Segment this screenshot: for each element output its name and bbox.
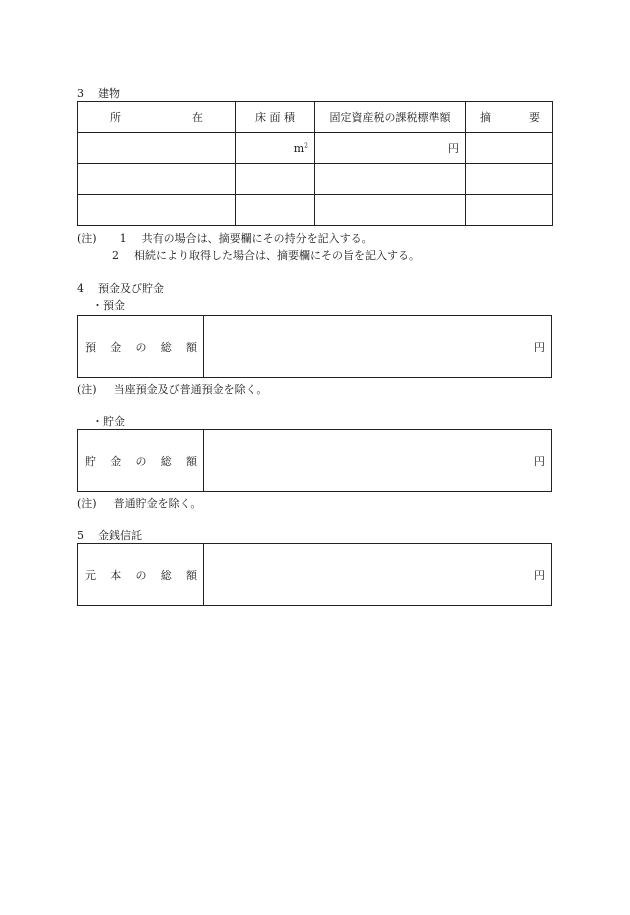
savings-total-box (77, 429, 552, 492)
section3-number: 3 (77, 87, 84, 100)
section3-heading (77, 85, 120, 101)
section4-title: 預金及び貯金 (98, 282, 164, 295)
deposit-total-label: 預 金 の 総 額 (78, 316, 204, 377)
remarks-cell[interactable] (466, 195, 553, 226)
section3-note2: 2 相続により取得した場合は、摘要欄にその旨を記入する。 (112, 249, 420, 262)
deposit-total-box (77, 315, 552, 378)
floor-area-cell[interactable] (236, 195, 315, 226)
remarks-cell[interactable] (466, 164, 553, 195)
deposit-subheading: ・預金 (92, 299, 125, 312)
deposit-total-unit[interactable]: 円 (534, 340, 545, 354)
section3-note1: (注) 1 共有の場合は、摘要欄にその持分を記入する。 (77, 232, 373, 245)
floor-area-header: 床 面 積 (236, 102, 315, 133)
floor-area-cell[interactable] (236, 164, 315, 195)
tax-base-cell[interactable] (315, 164, 466, 195)
savings-subheading: ・貯金 (92, 415, 125, 428)
section4-heading (77, 280, 164, 296)
floor-area-cell[interactable]: $m^2$ (236, 133, 315, 164)
table-row (78, 164, 553, 195)
location-cell[interactable] (78, 195, 236, 226)
remarks-cell[interactable] (466, 133, 553, 164)
section5-title: 金銭信託 (98, 529, 142, 542)
section5-heading (77, 527, 142, 543)
location-cell[interactable] (78, 164, 236, 195)
tax-base-cell[interactable]: 円 (315, 133, 466, 164)
location-cell[interactable] (78, 133, 236, 164)
section5-number: 5 (77, 529, 84, 542)
table-row (78, 133, 553, 164)
section4-number: 4 (77, 282, 84, 295)
section3-title: 建物 (98, 87, 120, 100)
building-table (77, 101, 553, 226)
tax-base-header: 固定資産税の課税標準額 (315, 102, 466, 133)
note-label: (注) (77, 232, 97, 245)
location-header: 所 在 (78, 102, 236, 133)
principal-total-unit[interactable]: 円 (534, 568, 545, 582)
savings-note: (注) 普通貯金を除く。 (77, 497, 202, 510)
table-row (78, 195, 553, 226)
principal-total-box (77, 543, 552, 606)
deposit-note: (注) 当座預金及び普通預金を除く。 (77, 383, 268, 396)
savings-total-label: 貯 金 の 総 額 (78, 430, 204, 491)
principal-total-label: 元 本 の 総 額 (78, 544, 204, 605)
tax-base-cell[interactable] (315, 195, 466, 226)
savings-total-unit[interactable]: 円 (534, 454, 545, 468)
building-table-header (78, 102, 553, 133)
remarks-header: 摘 要 (466, 102, 553, 133)
